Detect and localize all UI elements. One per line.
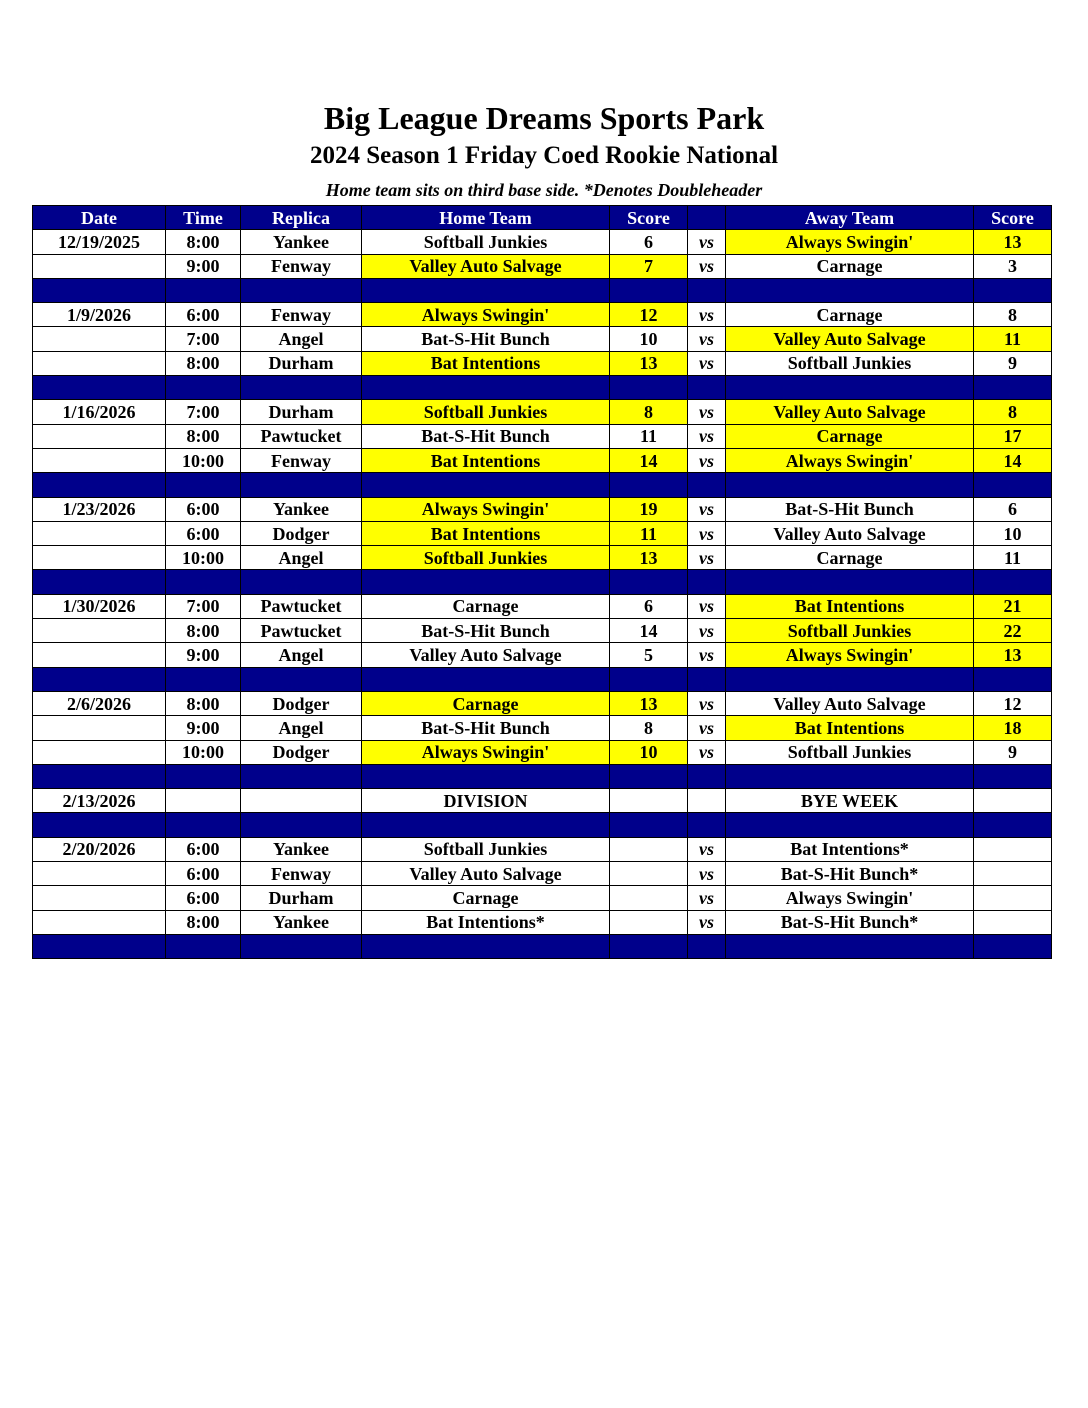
col-header-date: Date [33, 206, 166, 230]
replica-cell: Yankee [241, 837, 362, 861]
date-cell: 12/19/2025 [33, 230, 166, 254]
time-cell: 6:00 [166, 497, 241, 521]
game-row [33, 886, 1052, 910]
vs-cell: vs [688, 497, 726, 521]
replica-cell: Yankee [241, 910, 362, 934]
time-cell: 10:00 [166, 740, 241, 764]
separator-cell [610, 667, 688, 691]
vs-cell: vs [688, 424, 726, 448]
vs-cell: vs [688, 594, 726, 618]
separator-cell [726, 813, 974, 837]
time-cell: 8:00 [166, 910, 241, 934]
game-row [33, 862, 1052, 886]
home-score-cell: 10 [610, 327, 688, 351]
home-team-cell: Bat-S-Hit Bunch [362, 327, 610, 351]
vs-cell: vs [688, 327, 726, 351]
date-cell [33, 351, 166, 375]
separator-cell [688, 934, 726, 958]
separator-cell [974, 570, 1052, 594]
game-row [33, 254, 1052, 278]
replica-cell: Yankee [241, 497, 362, 521]
game-row [33, 351, 1052, 375]
replica-cell: Pawtucket [241, 424, 362, 448]
away-team-cell: Always Swingin' [726, 643, 974, 667]
vs-cell: vs [688, 691, 726, 715]
home-score-cell [610, 789, 688, 813]
separator-cell [241, 667, 362, 691]
separator-cell [166, 376, 241, 400]
away-score-cell: 9 [974, 740, 1052, 764]
col-header-vs [688, 206, 726, 230]
time-cell: 10:00 [166, 448, 241, 472]
date-cell [33, 619, 166, 643]
separator-cell [241, 570, 362, 594]
home-team-cell: Carnage [362, 594, 610, 618]
separator-cell [33, 934, 166, 958]
time-cell: 7:00 [166, 327, 241, 351]
home-score-cell: 8 [610, 716, 688, 740]
col-header-time: Time [166, 206, 241, 230]
separator-cell [726, 764, 974, 788]
away-team-cell: Softball Junkies [726, 740, 974, 764]
home-team-cell: Softball Junkies [362, 400, 610, 424]
time-cell: 6:00 [166, 837, 241, 861]
vs-cell [688, 789, 726, 813]
separator-cell [726, 473, 974, 497]
game-row [33, 546, 1052, 570]
separator-cell [688, 376, 726, 400]
vs-cell: vs [688, 643, 726, 667]
schedule-table [32, 205, 1052, 959]
replica-cell: Pawtucket [241, 594, 362, 618]
away-team-cell: Valley Auto Salvage [726, 691, 974, 715]
away-team-cell: Carnage [726, 424, 974, 448]
game-row [33, 448, 1052, 472]
home-score-cell: 12 [610, 303, 688, 327]
away-score-cell: 8 [974, 400, 1052, 424]
separator-cell [241, 934, 362, 958]
home-team-cell: Bat-S-Hit Bunch [362, 619, 610, 643]
date-cell [33, 424, 166, 448]
away-score-cell [974, 837, 1052, 861]
time-cell: 7:00 [166, 594, 241, 618]
home-team-cell: Always Swingin' [362, 303, 610, 327]
game-row [33, 594, 1052, 618]
separator-cell [610, 764, 688, 788]
separator-cell [688, 764, 726, 788]
game-row [33, 497, 1052, 521]
home-score-cell: 13 [610, 351, 688, 375]
date-cell: 1/30/2026 [33, 594, 166, 618]
away-score-cell: 14 [974, 448, 1052, 472]
col-header-home-team: Home Team [362, 206, 610, 230]
date-cell [33, 886, 166, 910]
game-row [33, 789, 1052, 813]
vs-cell: vs [688, 862, 726, 886]
home-team-cell: Always Swingin' [362, 497, 610, 521]
replica-cell: Fenway [241, 254, 362, 278]
week-separator-row [33, 473, 1052, 497]
vs-cell: vs [688, 619, 726, 643]
away-team-cell: Bat Intentions [726, 594, 974, 618]
date-cell: 2/6/2026 [33, 691, 166, 715]
game-row [33, 424, 1052, 448]
away-team-cell: Carnage [726, 303, 974, 327]
replica-cell: Pawtucket [241, 619, 362, 643]
vs-cell: vs [688, 448, 726, 472]
separator-cell [166, 473, 241, 497]
home-team-cell: Bat Intentions [362, 351, 610, 375]
replica-cell: Angel [241, 546, 362, 570]
vs-cell: vs [688, 351, 726, 375]
date-cell [33, 521, 166, 545]
vs-cell: vs [688, 837, 726, 861]
replica-cell: Angel [241, 716, 362, 740]
time-cell: 8:00 [166, 230, 241, 254]
home-team-cell: DIVISION [362, 789, 610, 813]
separator-cell [362, 667, 610, 691]
time-cell [166, 789, 241, 813]
replica-cell: Angel [241, 643, 362, 667]
time-cell: 6:00 [166, 886, 241, 910]
home-team-cell: Softball Junkies [362, 546, 610, 570]
header-row [33, 206, 1052, 230]
week-separator-row [33, 278, 1052, 302]
away-score-cell: 12 [974, 691, 1052, 715]
away-score-cell [974, 910, 1052, 934]
game-row [33, 716, 1052, 740]
separator-cell [974, 934, 1052, 958]
game-row [33, 521, 1052, 545]
away-team-cell: Bat-S-Hit Bunch* [726, 910, 974, 934]
separator-cell [241, 278, 362, 302]
replica-cell: Fenway [241, 303, 362, 327]
date-cell [33, 254, 166, 278]
col-header-replica: Replica [241, 206, 362, 230]
time-cell: 9:00 [166, 254, 241, 278]
separator-cell [166, 570, 241, 594]
home-team-cell: Valley Auto Salvage [362, 254, 610, 278]
game-row [33, 619, 1052, 643]
date-cell [33, 910, 166, 934]
separator-cell [688, 278, 726, 302]
home-team-cell: Bat-S-Hit Bunch [362, 716, 610, 740]
away-score-cell: 21 [974, 594, 1052, 618]
away-score-cell: 11 [974, 327, 1052, 351]
separator-cell [362, 570, 610, 594]
game-row [33, 643, 1052, 667]
home-score-cell: 14 [610, 448, 688, 472]
away-score-cell: 13 [974, 643, 1052, 667]
time-cell: 8:00 [166, 351, 241, 375]
away-team-cell: Bat Intentions* [726, 837, 974, 861]
separator-cell [688, 813, 726, 837]
separator-cell [33, 570, 166, 594]
home-team-cell: Always Swingin' [362, 740, 610, 764]
away-team-cell: Bat-S-Hit Bunch [726, 497, 974, 521]
date-cell [33, 546, 166, 570]
separator-cell [726, 570, 974, 594]
separator-cell [974, 473, 1052, 497]
week-separator-row [33, 570, 1052, 594]
time-cell: 9:00 [166, 716, 241, 740]
home-score-cell: 10 [610, 740, 688, 764]
home-score-cell: 11 [610, 521, 688, 545]
vs-cell: vs [688, 521, 726, 545]
replica-cell: Durham [241, 400, 362, 424]
separator-cell [241, 764, 362, 788]
home-score-cell: 13 [610, 691, 688, 715]
separator-cell [974, 376, 1052, 400]
date-cell: 2/13/2026 [33, 789, 166, 813]
home-team-cell: Bat Intentions [362, 521, 610, 545]
separator-cell [241, 376, 362, 400]
separator-cell [362, 934, 610, 958]
home-team-cell: Bat Intentions* [362, 910, 610, 934]
separator-cell [974, 278, 1052, 302]
away-team-cell: Softball Junkies [726, 351, 974, 375]
week-separator-row [33, 376, 1052, 400]
schedule-note: Home team sits on third base side. *Denotes Doubleheader [325, 180, 763, 200]
time-cell: 8:00 [166, 691, 241, 715]
date-cell [33, 862, 166, 886]
vs-cell: vs [688, 716, 726, 740]
away-score-cell [974, 862, 1052, 886]
game-row [33, 740, 1052, 764]
time-cell: 8:00 [166, 424, 241, 448]
separator-cell [362, 376, 610, 400]
separator-cell [33, 376, 166, 400]
vs-cell: vs [688, 400, 726, 424]
col-header-home-score: Score [610, 206, 688, 230]
week-separator-row [33, 764, 1052, 788]
away-team-cell: Bat Intentions [726, 716, 974, 740]
separator-cell [610, 278, 688, 302]
away-team-cell: BYE WEEK [726, 789, 974, 813]
home-score-cell: 6 [610, 230, 688, 254]
vs-cell: vs [688, 230, 726, 254]
away-score-cell: 3 [974, 254, 1052, 278]
replica-cell: Yankee [241, 230, 362, 254]
away-score-cell [974, 789, 1052, 813]
home-score-cell: 13 [610, 546, 688, 570]
replica-cell: Angel [241, 327, 362, 351]
away-score-cell: 10 [974, 521, 1052, 545]
date-cell [33, 643, 166, 667]
game-row [33, 691, 1052, 715]
away-team-cell: Valley Auto Salvage [726, 521, 974, 545]
separator-cell [166, 934, 241, 958]
home-team-cell: Bat-S-Hit Bunch [362, 424, 610, 448]
separator-cell [610, 813, 688, 837]
page-title: Big League Dreams Sports Park [323, 100, 765, 136]
game-row [33, 303, 1052, 327]
time-cell: 6:00 [166, 521, 241, 545]
separator-cell [610, 934, 688, 958]
away-score-cell: 11 [974, 546, 1052, 570]
replica-cell: Fenway [241, 862, 362, 886]
separator-cell [610, 376, 688, 400]
time-cell: 10:00 [166, 546, 241, 570]
away-score-cell: 6 [974, 497, 1052, 521]
away-score-cell: 9 [974, 351, 1052, 375]
home-score-cell [610, 886, 688, 910]
home-score-cell: 5 [610, 643, 688, 667]
vs-cell: vs [688, 740, 726, 764]
separator-cell [726, 376, 974, 400]
date-cell [33, 327, 166, 351]
schedule-body [33, 230, 1052, 959]
home-score-cell: 6 [610, 594, 688, 618]
date-cell: 1/16/2026 [33, 400, 166, 424]
away-team-cell: Softball Junkies [726, 619, 974, 643]
separator-cell [688, 473, 726, 497]
home-team-cell: Valley Auto Salvage [362, 862, 610, 886]
home-score-cell [610, 862, 688, 886]
separator-cell [362, 813, 610, 837]
date-cell: 2/20/2026 [33, 837, 166, 861]
separator-cell [241, 473, 362, 497]
vs-cell: vs [688, 886, 726, 910]
date-cell: 1/23/2026 [33, 497, 166, 521]
time-cell: 9:00 [166, 643, 241, 667]
replica-cell: Durham [241, 351, 362, 375]
away-team-cell: Always Swingin' [726, 230, 974, 254]
home-team-cell: Bat Intentions [362, 448, 610, 472]
replica-cell: Durham [241, 886, 362, 910]
away-team-cell: Always Swingin' [726, 448, 974, 472]
separator-cell [33, 278, 166, 302]
separator-cell [33, 473, 166, 497]
separator-cell [610, 570, 688, 594]
separator-cell [166, 278, 241, 302]
col-header-away-score: Score [974, 206, 1052, 230]
separator-cell [166, 764, 241, 788]
replica-cell: Dodger [241, 691, 362, 715]
away-team-cell: Carnage [726, 254, 974, 278]
col-header-away-team: Away Team [726, 206, 974, 230]
time-cell: 6:00 [166, 303, 241, 327]
home-score-cell: 19 [610, 497, 688, 521]
separator-cell [33, 764, 166, 788]
vs-cell: vs [688, 303, 726, 327]
separator-cell [166, 813, 241, 837]
home-score-cell: 14 [610, 619, 688, 643]
week-separator-row [33, 934, 1052, 958]
separator-cell [241, 813, 362, 837]
away-score-cell [974, 886, 1052, 910]
home-team-cell: Valley Auto Salvage [362, 643, 610, 667]
home-score-cell: 11 [610, 424, 688, 448]
separator-cell [166, 667, 241, 691]
game-row [33, 230, 1052, 254]
home-team-cell: Carnage [362, 886, 610, 910]
away-team-cell: Valley Auto Salvage [726, 400, 974, 424]
away-team-cell: Valley Auto Salvage [726, 327, 974, 351]
separator-cell [726, 278, 974, 302]
time-cell: 6:00 [166, 862, 241, 886]
vs-cell: vs [688, 910, 726, 934]
date-cell [33, 740, 166, 764]
away-score-cell: 13 [974, 230, 1052, 254]
time-cell: 8:00 [166, 619, 241, 643]
separator-cell [688, 667, 726, 691]
home-team-cell: Carnage [362, 691, 610, 715]
time-cell: 7:00 [166, 400, 241, 424]
away-score-cell: 8 [974, 303, 1052, 327]
replica-cell: Fenway [241, 448, 362, 472]
date-cell: 1/9/2026 [33, 303, 166, 327]
date-cell [33, 716, 166, 740]
separator-cell [362, 278, 610, 302]
separator-cell [726, 934, 974, 958]
page-subtitle: 2024 Season 1 Friday Coed Rookie National [309, 142, 779, 169]
date-cell [33, 448, 166, 472]
separator-cell [688, 570, 726, 594]
separator-cell [33, 667, 166, 691]
separator-cell [974, 667, 1052, 691]
home-team-cell: Softball Junkies [362, 837, 610, 861]
game-row [33, 910, 1052, 934]
replica-cell: Dodger [241, 521, 362, 545]
away-team-cell: Carnage [726, 546, 974, 570]
away-team-cell: Bat-S-Hit Bunch* [726, 862, 974, 886]
separator-cell [974, 764, 1052, 788]
separator-cell [726, 667, 974, 691]
home-score-cell: 8 [610, 400, 688, 424]
vs-cell: vs [688, 546, 726, 570]
game-row [33, 327, 1052, 351]
away-score-cell: 18 [974, 716, 1052, 740]
replica-cell: Dodger [241, 740, 362, 764]
home-score-cell [610, 837, 688, 861]
home-score-cell [610, 910, 688, 934]
away-score-cell: 17 [974, 424, 1052, 448]
home-score-cell: 7 [610, 254, 688, 278]
separator-cell [974, 813, 1052, 837]
separator-cell [362, 473, 610, 497]
separator-cell [610, 473, 688, 497]
home-team-cell: Softball Junkies [362, 230, 610, 254]
week-separator-row [33, 667, 1052, 691]
separator-cell [362, 764, 610, 788]
game-row [33, 837, 1052, 861]
game-row [33, 400, 1052, 424]
away-team-cell: Always Swingin' [726, 886, 974, 910]
replica-cell [241, 789, 362, 813]
separator-cell [33, 813, 166, 837]
week-separator-row [33, 813, 1052, 837]
away-score-cell: 22 [974, 619, 1052, 643]
vs-cell: vs [688, 254, 726, 278]
